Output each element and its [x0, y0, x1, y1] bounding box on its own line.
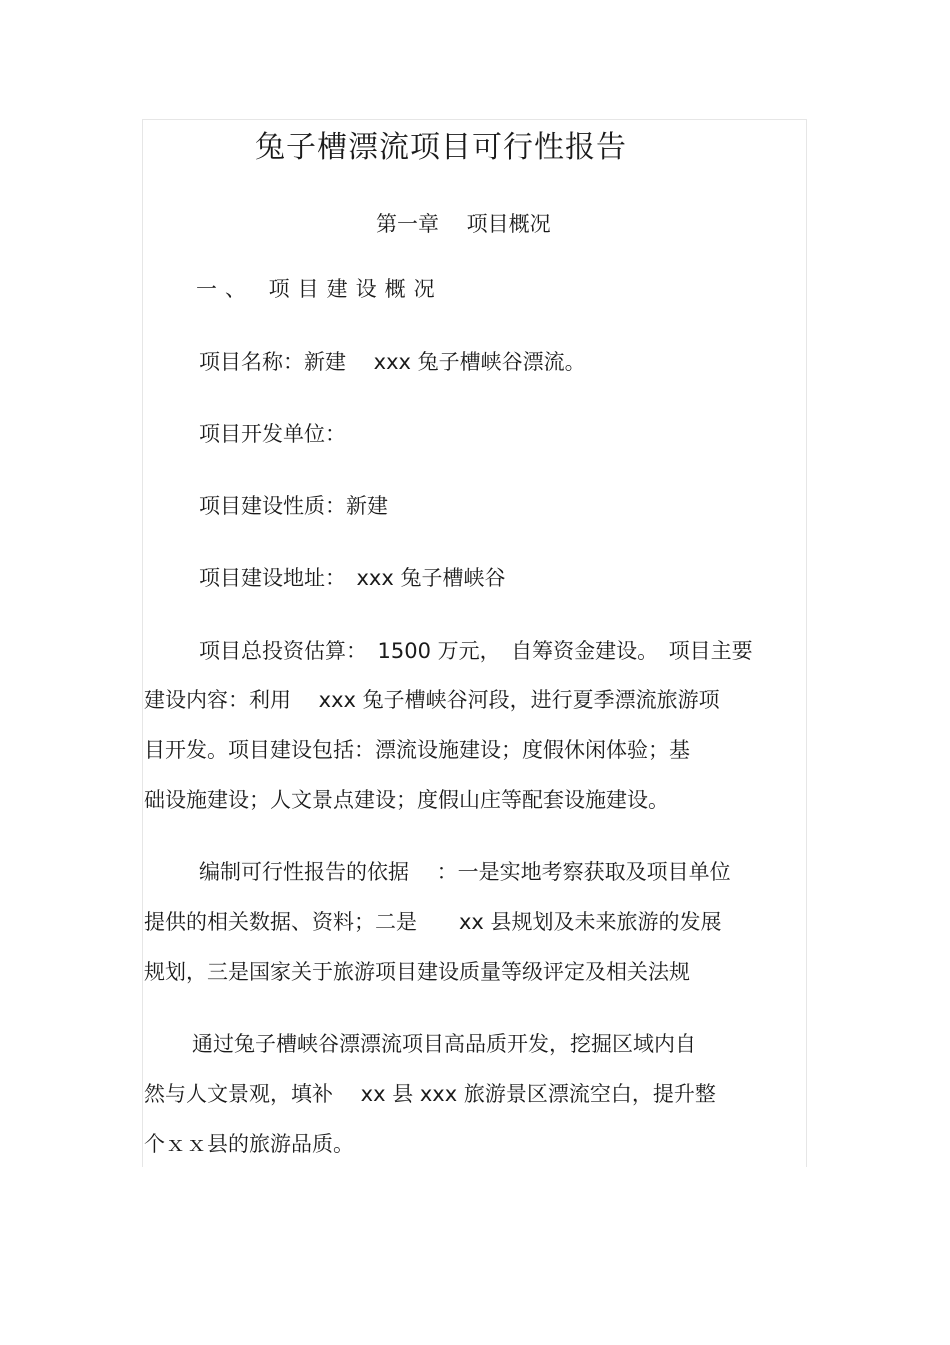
field-project-nature: 项目建设性质：新建 [199, 494, 388, 518]
paragraph-line: 规划，三是国家关于旅游项目建设质量等级评定及相关法规 [144, 960, 690, 984]
paragraph-line: 目开发。项目建设包括：漂流设施建设；度假休闲体验；基 [144, 738, 690, 762]
paragraph-line: 提供的相关数据、资料；二是 xx 县规划及未来旅游的发展 [144, 910, 722, 934]
section-heading: 一、 项目建设概况 [196, 277, 443, 301]
paragraph-line: 建设内容：利用 xxx 兔子槽峡谷河段，进行夏季漂流旅游项 [144, 688, 720, 712]
document-title: 兔子槽漂流项目可行性报告 [255, 130, 627, 165]
paragraph-line: 个ｘｘ县的旅游品质。 [144, 1132, 354, 1156]
paragraph-line: 础设施建设；人文景点建设；度假山庄等配套设施建设。 [144, 788, 669, 812]
chapter-heading: 第一章 项目概况 [376, 212, 551, 236]
field-project-address: 项目建设地址： xxx 兔子槽峡谷 [199, 566, 506, 590]
paragraph-line: 项目总投资估算： 1500 万元， 自筹资金建设。 项目主要 [199, 639, 753, 663]
paragraph-line: 然与人文景观，填补 xx 县 xxx 旅游景区漂流空白，提升整 [144, 1082, 716, 1106]
field-project-name: 项目名称：新建 xxx 兔子槽峡谷漂流。 [199, 350, 586, 374]
field-project-developer: 项目开发单位： [199, 422, 346, 446]
paragraph-line: 通过兔子槽峡谷漂漂流项目高品质开发，挖掘区域内自 [192, 1032, 696, 1056]
paragraph-line: 编制可行性报告的依据 ：一是实地考察获取及项目单位 [199, 860, 731, 884]
